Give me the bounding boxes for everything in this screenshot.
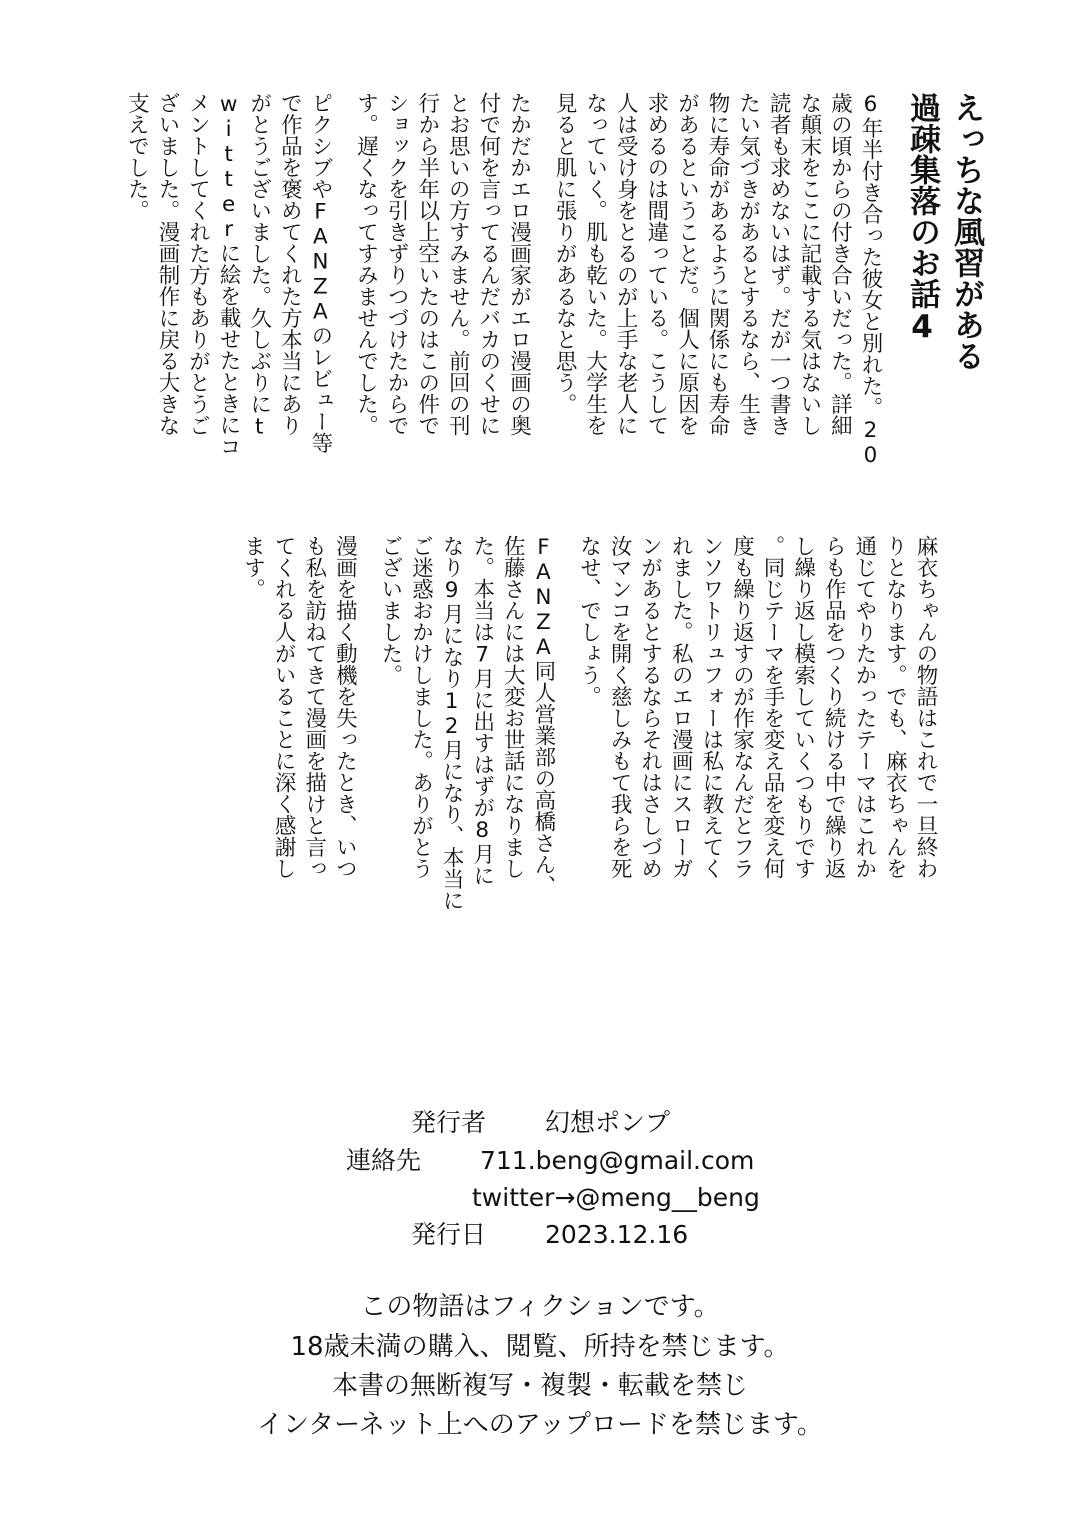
text-line: 漫画を描く動機を失ったとき、いつ: [332, 535, 358, 879]
text-line: らも作品をつくり続ける中で繰り返: [821, 535, 847, 879]
text-line: なっていく。肌も乾いた。大学生を: [582, 92, 608, 436]
spacer: [335, 92, 350, 512]
notice-no-upload: インターネット上へのアップロードを禁じます。: [257, 1410, 823, 1440]
afterword-top: [121, 92, 988, 512]
text-line: 見ると肌に張りがあるなと思う。: [552, 92, 578, 415]
title-line-1: えっちな風習がある: [948, 92, 984, 371]
text-line: 汝マンコを開く慈しみもて我らを死: [607, 535, 633, 879]
text-line: りとなります。でも、麻衣ちゃんを: [882, 535, 908, 879]
text-line: ご迷惑おかけしました。ありがとう: [408, 535, 434, 879]
text-line: ピクシブやFANZAのレビュー等: [307, 92, 333, 454]
text-line: 人は受け身をとるのが上手な老人に: [613, 92, 639, 436]
date-value: 2023.12.16: [545, 1220, 689, 1249]
text-line: があるということだ。個人に原因を: [674, 92, 700, 436]
text-line: ございました。: [377, 535, 403, 686]
text-line: がとうございました。久しぶりにt: [246, 92, 272, 440]
text-line: 物に寿命があるように関係にも寿命: [705, 92, 731, 436]
text-line: し繰り返し模索していくつもりです: [790, 535, 816, 879]
text-line: FANZA同人営業部の高橋さん、: [530, 535, 556, 897]
text-line: ンがあるとするならそれはさしづめ: [637, 535, 663, 879]
afterword-bottom: [237, 535, 940, 915]
text-line: な顛末をここに記載する気はないし: [796, 92, 822, 436]
contact-email: 711.beng@gmail.com: [480, 1146, 755, 1175]
text-line: も私を訪ねてきて漫画を描けと言っ: [301, 535, 327, 879]
text-line: witterに絵を載せたときにコ: [216, 92, 242, 457]
text-line: 度も繰り返すのが作家なんだとフラ: [729, 535, 755, 879]
text-line: 通じてやりたかったテーマはこれか: [851, 535, 877, 879]
text-line: で作品を褒めてくれた方本当にあり: [277, 92, 303, 436]
date-label: 発行日: [411, 1220, 487, 1249]
notice-no-copy: 本書の無断複写・複製・転載を禁じ: [331, 1371, 748, 1401]
contact-twitter: twitter→@meng__beng: [472, 1183, 760, 1212]
text-line: た。本当は7月に出すはずが8月に: [469, 535, 495, 886]
publisher-label: 発行者: [411, 1108, 487, 1137]
text-line: 行から半年以上空いたのはこの件で: [414, 92, 440, 436]
text-line: たい気づきがあるとするなら、生き: [735, 92, 761, 436]
publisher-value: 幻想ポンプ: [545, 1108, 671, 1137]
text-line: 読者も求めないはず。だが一つ書き: [766, 92, 792, 436]
text-line: 。同じテーマを手を変え品を変え何: [760, 535, 786, 879]
notice-age-restriction: 18歳未満の購入、閲覧、所持を禁じます。: [290, 1332, 790, 1362]
text-line: 麻衣ちゃんの物語はこれで一旦終わ: [913, 535, 938, 879]
text-line: ンソワトリュフォーは私に教えてく: [698, 535, 724, 879]
text-line: 求めるのは間違っている。こうして: [643, 92, 669, 436]
text-line: 付で何を言ってるんだバカのくせに: [475, 92, 501, 436]
text-line: 歳の頃からの付き合いだった。詳細: [827, 92, 853, 436]
text-line: ショックを引きずりつづけたからで: [384, 92, 410, 436]
notice-fiction: この物語はフィクションです。: [360, 1292, 720, 1322]
text-line: ざいました。漫画制作に戻る大きな: [154, 92, 180, 436]
contact-label: 連絡先: [346, 1146, 422, 1175]
spacer: [359, 535, 374, 915]
spacer: [558, 535, 573, 915]
text-line: れました。私のエロ漫画にスローガ: [668, 535, 694, 879]
text-line: す。遅くなってすみませんでした。: [353, 92, 379, 436]
text-line: とお思いの方すみません。前回の刊: [445, 92, 471, 436]
text-line: 6年半付き合った彼女と別れた。20: [858, 92, 883, 468]
spacer: [885, 92, 900, 512]
text-line: なせ、でしょう。: [576, 535, 602, 707]
text-line: 支えでした。: [124, 92, 150, 221]
text-line: ます。: [240, 535, 266, 600]
text-line: たかだかエロ漫画家がエロ漫画の奥: [506, 92, 532, 436]
text-line: 佐藤さんには大変お世話になりまし: [500, 535, 526, 879]
title-line-2: 過疎集落のお話4: [904, 92, 940, 345]
text-line: メントしてくれた方もありがとうご: [185, 92, 211, 436]
text-line: なり9月になり12月になり、本当に: [439, 535, 465, 911]
spacer: [533, 92, 548, 512]
text-line: てくれる人がいることに深く感謝し: [271, 535, 297, 879]
